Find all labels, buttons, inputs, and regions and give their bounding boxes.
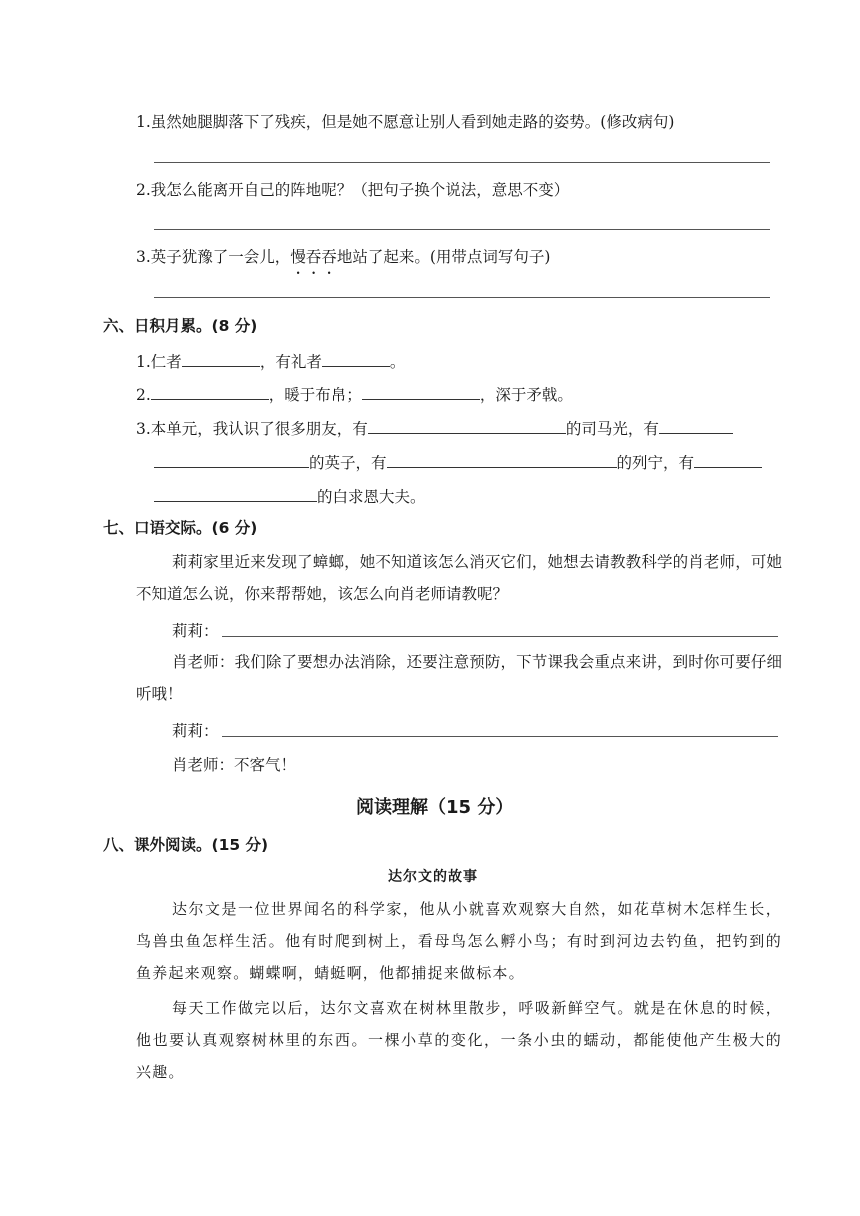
q6-line-2 bbox=[136, 382, 573, 405]
blank-field[interactable] bbox=[387, 450, 617, 468]
section-8-title: 八、课外阅读。(15 分) bbox=[103, 836, 269, 854]
q6-line-2-a: ，暖于布帛； bbox=[268, 386, 362, 404]
q5-item-3-after: 地站了起来。(用带点词写句子) bbox=[336, 248, 551, 266]
story-title: 达尔文的故事 bbox=[388, 869, 478, 885]
q7-teacher-1: 肖老师：我们除了要想办法消除，还要注意预防，下节课我会重点来讲，到时你可要仔细听哦！ bbox=[136, 653, 782, 703]
q7-lili-1-answer-line[interactable] bbox=[222, 636, 778, 637]
q5-item-2 bbox=[136, 178, 569, 200]
q5-item-1-num: 1. bbox=[136, 113, 151, 131]
blank-field[interactable] bbox=[659, 416, 733, 434]
q6-line-3-c: 的英子，有 bbox=[309, 454, 387, 472]
section-6-title: 六、日积月累。(8 分) bbox=[103, 317, 258, 335]
q6-line-3-a: 本单元，我认识了很多朋友，有 bbox=[150, 420, 368, 438]
blank-field[interactable] bbox=[151, 382, 269, 400]
dotted-char: 慢 bbox=[290, 248, 306, 266]
q5-item-1-text: 虽然她腿脚落下了残疾，但是她不愿意让别人看到她走路的姿势。(修改病句) bbox=[150, 113, 675, 131]
q6-line-1-a: 仁者 bbox=[150, 353, 182, 371]
q5-item-3-answer-line[interactable] bbox=[154, 297, 770, 298]
story-paragraph-2: 每天工作做完以后，达尔文喜欢在树林里散步，呼吸新鲜空气。就是在休息的时候，他也要认真观察树林里的东西。一棵小草的变化，一条小虫的蠕动，都能使他产生极大的兴趣。 bbox=[136, 999, 782, 1081]
q6-line-1-num: 1. bbox=[136, 353, 151, 371]
q5-item-1 bbox=[136, 110, 674, 132]
q5-item-3-before: 英子犹豫了一会儿， bbox=[150, 248, 291, 266]
q5-item-2-num: 2. bbox=[136, 181, 151, 199]
blank-field[interactable] bbox=[182, 349, 260, 367]
q6-line-1-b: ，有礼者 bbox=[259, 353, 322, 371]
blank-field[interactable] bbox=[362, 382, 480, 400]
q5-item-3 bbox=[136, 245, 550, 267]
blank-field[interactable] bbox=[694, 450, 762, 468]
q6-line-3-num: 3. bbox=[136, 420, 151, 438]
q6-line-3a bbox=[136, 416, 733, 439]
section-7-title: 七、口语交际。(6 分) bbox=[103, 519, 258, 537]
q7-lili-2-label: 莉莉： bbox=[172, 722, 219, 740]
q7-lili-2-answer-line[interactable] bbox=[222, 736, 778, 737]
dotted-char: 吞 bbox=[321, 248, 337, 266]
q6-line-2-b: ，深于矛戟。 bbox=[479, 386, 573, 404]
q5-item-1-answer-line[interactable] bbox=[154, 162, 770, 163]
blank-field[interactable] bbox=[154, 450, 309, 468]
q6-line-3-b: 的司马光，有 bbox=[565, 420, 659, 438]
q6-line-2-num: 2. bbox=[136, 386, 151, 404]
q5-item-2-text: 我怎么能离开自己的阵地呢？（把句子换个说法，意思不变） bbox=[150, 181, 570, 199]
q6-line-1-c: 。 bbox=[389, 353, 406, 371]
q6-line-3c bbox=[154, 484, 426, 507]
reading-heading: 阅读理解（15 分） bbox=[356, 797, 514, 818]
blank-field[interactable] bbox=[322, 349, 390, 367]
blank-field[interactable] bbox=[154, 484, 317, 502]
q5-item-3-num: 3. bbox=[136, 248, 151, 266]
q6-line-1 bbox=[136, 349, 405, 372]
story-paragraph-1: 达尔文是一位世界闻名的科学家，他从小就喜欢观察大自然，如花草树木怎样生长，鸟兽虫鱼怎样生活。他有时爬到树上，看母鸟怎么孵小鸟；有时到河边去钓鱼，把钓到的鱼养起来观察。蝴蝶啊，蜻蜓啊，他都捕捉来做标本。 bbox=[136, 900, 782, 982]
dotted-char: 吞 bbox=[305, 248, 322, 266]
q7-intro: 莉莉家里近来发现了蟑螂，她不知道该怎么消灭它们，她想去请教教科学的肖老师，可她不知道怎么说，你来帮帮她，该怎么向肖老师请教呢？ bbox=[136, 553, 782, 603]
q6-line-3-d: 的列宁，有 bbox=[616, 454, 695, 472]
q6-line-3b bbox=[154, 450, 762, 473]
q7-lili-1-label: 莉莉： bbox=[172, 622, 219, 640]
q7-teacher-2: 肖老师：不客气！ bbox=[172, 756, 297, 774]
q6-line-3-e: 的白求恩大夫。 bbox=[317, 488, 426, 506]
blank-field[interactable] bbox=[368, 416, 566, 434]
q5-item-2-answer-line[interactable] bbox=[154, 229, 770, 230]
